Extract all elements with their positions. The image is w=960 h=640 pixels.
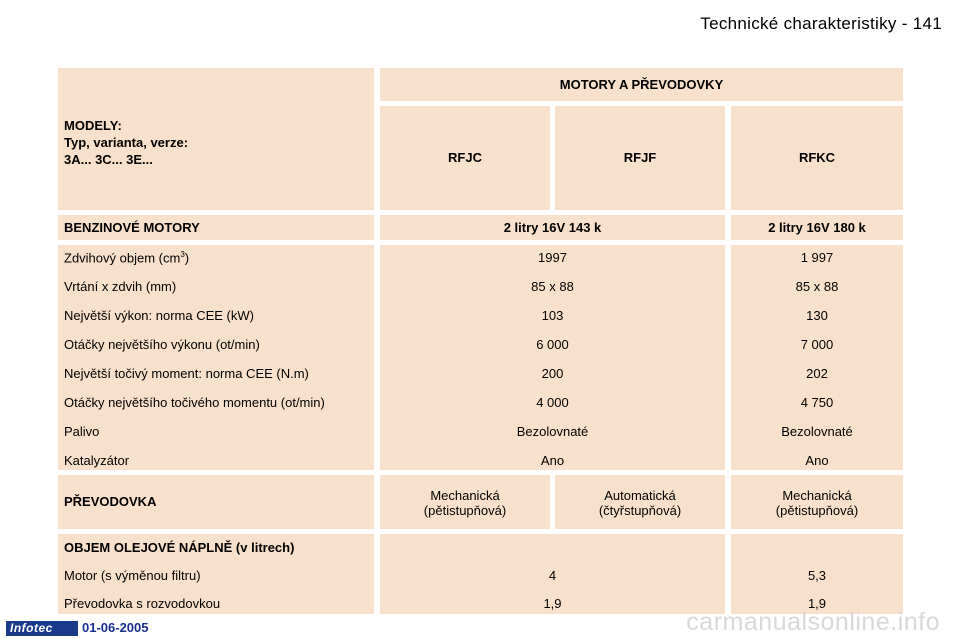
spec-row-value-b: 85 x 88 bbox=[795, 279, 839, 294]
engines-header-label: MOTORY A PŘEVODOVKY bbox=[559, 77, 724, 92]
petrol-label-cell bbox=[58, 215, 374, 240]
spec-row-label: Otáčky největšího výkonu (ot/min) bbox=[64, 337, 260, 352]
petrol-engine-a: 2 litry 16V 143 k bbox=[503, 220, 602, 235]
gearbox-option-1 bbox=[380, 475, 550, 529]
spec-row-value-a: 103 bbox=[541, 308, 564, 323]
oil-row-value-b: 1,9 bbox=[807, 596, 827, 611]
spec-row-value-a: 200 bbox=[541, 366, 564, 381]
oil-row-label: Převodovka s rozvodovkou bbox=[64, 596, 221, 611]
infotec-logo: Infotec bbox=[6, 621, 78, 636]
models-cell bbox=[58, 68, 374, 210]
petrol-engine-b-cell bbox=[731, 215, 903, 240]
gearbox-option-3 bbox=[731, 475, 903, 529]
oil-row-value-a: 4 bbox=[548, 568, 557, 583]
gearbox-option-type: Mechanická bbox=[430, 488, 500, 503]
petrol-engine-a-cell bbox=[380, 215, 725, 240]
spec-row-value-b: Bezolovnaté bbox=[781, 424, 853, 439]
spec-row-value-b: 1 997 bbox=[800, 250, 834, 265]
spec-row-value-b: 130 bbox=[806, 308, 828, 323]
oil-row-value-b: 5,3 bbox=[807, 568, 827, 583]
spec-row-value-a: Ano bbox=[540, 453, 565, 468]
gearbox-option-2 bbox=[555, 475, 725, 529]
spec-row-label: Největší výkon: norma CEE (kW) bbox=[64, 308, 254, 323]
oil-row-value-a: 1,9 bbox=[543, 596, 562, 611]
gearbox-label: PŘEVODOVKA bbox=[64, 494, 157, 509]
gearbox-option-speeds: (čtyřstupňová) bbox=[598, 503, 682, 518]
gearbox-label-cell bbox=[58, 475, 374, 529]
models-label-3: 3A... 3C... 3E... bbox=[64, 152, 153, 167]
petrol-engine-b: 2 litry 16V 180 k bbox=[768, 220, 866, 235]
spec-row-value-b: 202 bbox=[806, 366, 828, 381]
oil-row-label: Motor (s výměnou filtru) bbox=[64, 568, 201, 583]
petrol-label: BENZINOVÉ MOTORY bbox=[64, 220, 200, 235]
spec-row-value-a: 6 000 bbox=[536, 337, 569, 352]
oil-label: OBJEM OLEJOVÉ NÁPLNĚ (v litrech) bbox=[64, 540, 295, 555]
spec-row-label: Otáčky největšího točivého momentu (ot/min) bbox=[64, 395, 325, 410]
code-label: RFJF bbox=[623, 150, 657, 165]
gearbox-option-speeds: (pětistupňová) bbox=[775, 503, 859, 518]
gearbox-option-type: Mechanická bbox=[782, 488, 852, 503]
engines-header bbox=[380, 68, 903, 101]
spec-row-label: Největší točivý moment: norma CEE (N.m) bbox=[64, 366, 309, 381]
spec-row-label: Katalyzátor bbox=[64, 453, 130, 468]
code-label: RFJC bbox=[448, 150, 482, 165]
footer-date: 01-06-2005 bbox=[82, 620, 149, 635]
spec-row-value-b: 7 000 bbox=[800, 337, 834, 352]
spec-row-value-b: 4 750 bbox=[800, 395, 834, 410]
spec-row-value-a: 4 000 bbox=[536, 395, 569, 410]
gearbox-option-type: Automatická bbox=[604, 488, 676, 503]
models-label-2: Typ, varianta, verze: bbox=[64, 135, 189, 150]
spec-row-value-a: 85 x 88 bbox=[531, 279, 574, 294]
spec-row-value-b: Ano bbox=[805, 453, 829, 468]
code-cell-1 bbox=[380, 106, 550, 210]
page-title: Technické charakteristiky - 141 bbox=[700, 14, 942, 33]
watermark: carmanualsonline.info bbox=[686, 608, 940, 636]
spec-row-label: Palivo bbox=[64, 424, 100, 439]
gearbox-option-speeds: (pětistupňová) bbox=[423, 503, 507, 518]
models-label-1: MODELY: bbox=[64, 118, 122, 133]
spec-row-label: Vrtání x zdvih (mm) bbox=[64, 279, 177, 294]
code-cell-3 bbox=[731, 106, 903, 210]
spec-row-value-a: Bezolovnaté bbox=[516, 424, 589, 439]
spec-row-value-a: 1997 bbox=[538, 250, 567, 265]
spec-row-label: Zdvihový objem $(cm^3)$ bbox=[64, 250, 190, 266]
code-label: RFKC bbox=[798, 150, 836, 165]
code-cell-2 bbox=[555, 106, 725, 210]
